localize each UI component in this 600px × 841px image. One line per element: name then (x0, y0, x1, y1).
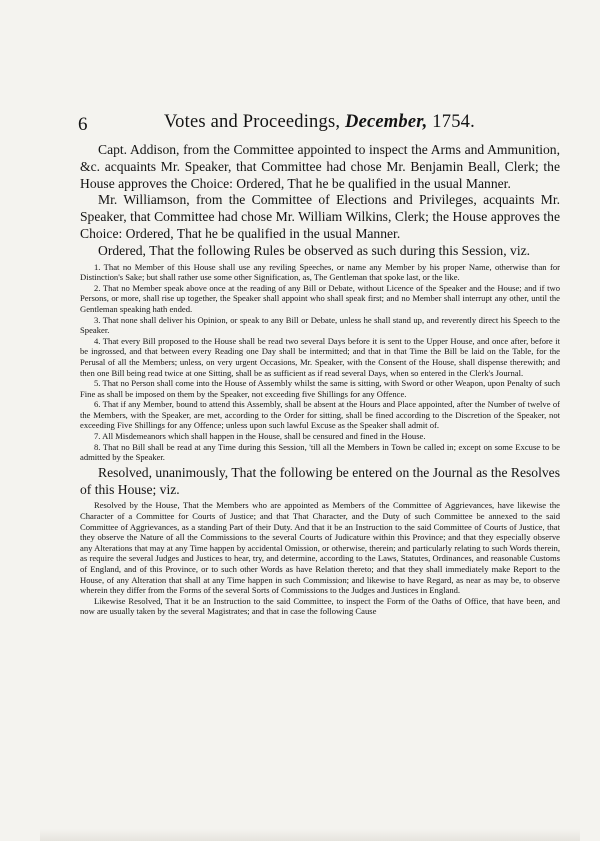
page-bottom-edge (40, 829, 580, 841)
running-title-month: December, (345, 112, 428, 132)
running-header (78, 112, 498, 138)
page-number: 6 (78, 114, 88, 135)
running-title-text: Votes and Proceedings, (164, 112, 346, 132)
rule-item: 8. That no Bill shall be read at any Time during this Session, 'till all the Members in Town be called in; except on some Excuse to be admitted by the Speaker. (80, 441, 560, 463)
resolve-item: Likewise Resolved, That it be an Instruction to the said Committee, to inspect the Form of the Oaths of Office, that have been, and now are usually taken by the several Magistrates; and that in case the following Cause (80, 595, 560, 617)
rule-item: 1. That no Member of this House shall use any reviling Speeches, or name any Member by his proper Name, otherwise than for Distinction's Sake; but shall rather use some other Signification, as, The Gentleman that spoke last, or the like. (80, 261, 560, 283)
rule-item: 6. That if any Member, bound to attend this Assembly, shall be absent at the Hours and Place appointed, after the Number of twelve of the Members, with the Speaker, are met, according to the Order for sitting, shall be fined according to the Discretion of the Speaker, not exceeding Five Shillings for any Offence; unless upon such lawful Excuse as the Speaker shall admit of. (80, 399, 560, 431)
paragraph-ordered-rules: Ordered, That the following Rules be observed as such during this Session, viz. (98, 242, 531, 258)
document-body (80, 142, 560, 617)
paragraph-williamson: Mr. Williamson, from the Committee of Elections and Privileges, acquaints Mr. Speaker, that Committee had chose Mr. William Wilkins, Clerk; the House approves the Choice: Ordered, That he be qualified in the usual Manner. (80, 192, 560, 241)
rule-item: 2. That no Member speak above once at the reading of any Bill or Debate, without Licence of the Speaker and the House; and if two Persons, or more, shall rise up together, the Speaker shall appoint who shall speak first; and no Member shall interrupt any other, until the Gentleman speaking hath ended. (80, 282, 560, 314)
running-title (164, 112, 475, 133)
rule-item: 3. That none shall deliver his Opinion, or speak to any Bill or Debate, unless he shall stand up, and reverently direct his Speech to the Speaker. (80, 314, 560, 336)
rule-item: 4. That every Bill proposed to the House shall be read two several Days before it is sent to the Upper House, and once after, before it be ingrossed, and that between every Reading one Day shall be intermitted; and that in that Time the Bill be laid on the Table, for the Perusal of all the Members; unless, on very urgent Occasions, Mr. Speaker, with the Consent of the House, shall dispense therewith; and then one Bill being read twice at one Sitting, shall be as sufficient as if read several Days, when so entered in the Clerk's Journal. (80, 335, 560, 378)
rules-list (80, 262, 560, 463)
paragraph-addison: Capt. Addison, from the Committee appointed to inspect the Arms and Ammunition, &c. acquaints Mr. Speaker, that Committee had chose Mr. Benjamin Beall, Clerk; the House approves the Choice: Ordered, That he be qualified in the usual Manner. (80, 142, 560, 191)
rule-item: 7. All Misdemeanors which shall happen in the House, shall be censured and fined in the House. (94, 431, 426, 442)
resolves-list (80, 500, 560, 617)
rule-item: 5. That no Person shall come into the House of Assembly whilst the same is sitting, with Sword or other Weapon, upon Penalty of such Fine as shall be imposed on them by the Speaker, not exceeding five Shillings for any Offence. (80, 378, 560, 399)
resolve-item: Resolved by the House, That the Members who are appointed as Members of the Committee of Aggrievances, have likewise the Character of a Committee for Courts of Justice; and that That Character, and the Duty of such Committee be annexed to the said Committee of Aggrievances, as a standing Part of their Duty. And that it be an Instruction to the said Committee of Courts of Justice, that they observe the Nature of all the Commissions to the several Courts of Judicature within this Province; and that they especially observe any Alterations that may at any Time happen by accidental Omission, or otherwise, therein; and particularly relating to such Words therein, as require the several Judges and Justices to hear, try, and determine, according to the Laws, Statutes, Ordinances, and reasonable Customs of England, and of this Province, or to such other Words as have Relation thereto; and that they shall immediately make Report to the House, of any Alteration that shall at any Time happen in such Commission; and likewise to have Regard, as near as may be, to observe wherein they differ from the Forms of the several Sorts of Commissions to the Judges and Justices in England. (80, 500, 560, 596)
paragraph-resolved-unanimously: Resolved, unanimously, That the following be entered on the Journal as the Resolves of this House; viz. (80, 464, 560, 497)
running-title-year: 1754. (427, 112, 475, 132)
